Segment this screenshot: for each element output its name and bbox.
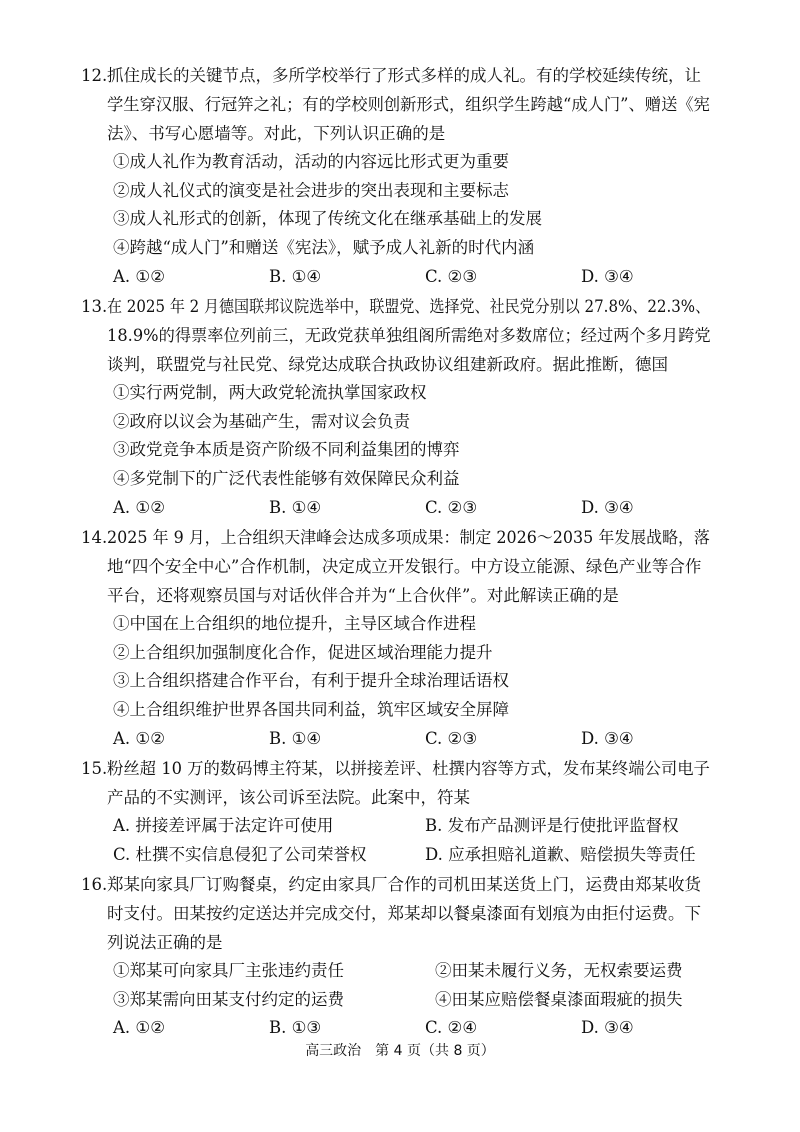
option-b: B. ①④: [269, 729, 322, 748]
option-a: A. ①②: [113, 729, 165, 748]
statement: ④田某应赔偿餐桌漆面瑕疵的损失: [435, 990, 683, 1009]
statement: ②上合组织加强制度化合作，促进区域治理能力提升: [113, 643, 493, 662]
option-c: C. 杜撰不实信息侵犯了公司荣誉权: [113, 845, 367, 864]
statement: ③成人礼形式的创新，体现了传统文化在继承基础上的发展: [113, 209, 542, 228]
statement: ③政党竞争本质是资产阶级不同利益集团的博弈: [113, 440, 460, 459]
option-c: C. ②③: [425, 498, 478, 517]
option-a: A. ①②: [113, 1018, 165, 1037]
question-stem-line: 粉丝超 10 万的数码博主符某，以拼接差评、杜撰内容等方式，发布某终端公司电子: [107, 759, 710, 778]
statement: ①郑某可向家具厂主张违约责任: [113, 961, 344, 980]
option-a: A. 拼接差评属于法定许可使用: [113, 816, 334, 835]
statement: ②田某未履行义务，无权索要运费: [435, 961, 683, 980]
statement: ④多党制下的广泛代表性能够有效保障民众利益: [113, 469, 460, 488]
question-stem-line: 法》、书写心愿墙等。对此，下列认识正确的是: [107, 124, 446, 143]
option-b: B. 发布产品测评是行使批评监督权: [425, 816, 679, 835]
option-c: C. ②③: [425, 267, 478, 286]
option-c: C. ②③: [425, 729, 478, 748]
statement: ②政府以议会为基础产生，需对议会负责: [113, 412, 410, 431]
option-b: B. ①③: [269, 1018, 322, 1037]
question-number: 15.: [81, 759, 108, 778]
statement: ④上合组织维护世界各国共同利益，筑牢区域安全屏障: [113, 700, 509, 719]
question-number: 14.: [81, 528, 108, 547]
option-a: A. ①②: [113, 267, 165, 286]
question-stem-line: 郑某向家具厂订购餐桌，约定由家具厂合作的司机田某送货上门，运费由郑某收货: [107, 875, 701, 894]
question-stem-line: 地“四个安全中心”合作机制，决定成立开发银行。中方设立能源、绿色产业等合作: [107, 557, 702, 576]
question-number: 13.: [81, 297, 108, 316]
statement: ④跨越“成人门”和赠送《宪法》，赋予成人礼新的时代内涵: [113, 238, 535, 257]
question-stem-line: 列说法正确的是: [107, 933, 223, 952]
question-stem-line: 18.9%的得票率位列前三，无政党获单独组阁所需绝对多数席位；经过两个多月跨党: [107, 326, 711, 345]
option-d: D. 应承担赔礼道歉、赔偿损失等责任: [425, 845, 696, 864]
question-stem-line: 抓住成长的关键节点，多所学校举行了形式多样的成人礼。有的学校延续传统，让: [107, 66, 701, 85]
page-footer: 高三政治 第 4 页（共 8 页）: [305, 1043, 495, 1059]
question-number: 16.: [81, 875, 108, 894]
option-d: D. ③④: [581, 729, 634, 748]
question-stem-line: 产品的不实测评，该公司诉至法院。此案中，符某: [107, 788, 470, 807]
option-b: B. ①④: [269, 498, 322, 517]
option-d: D. ③④: [581, 1018, 634, 1037]
statement: ③上合组织搭建合作平台，有利于提升全球治理话语权: [113, 671, 509, 690]
statement: ②成人礼仪式的演变是社会进步的突出表现和主要标志: [113, 181, 509, 200]
option-b: B. ①④: [269, 267, 322, 286]
question-stem-line: 平台，还将观察员国与对话伙伴合并为“上合伙伴”。对此解读正确的是: [107, 586, 619, 605]
option-d: D. ③④: [581, 498, 634, 517]
statement: ①中国在上合组织的地位提升，主导区域合作进程: [113, 614, 476, 633]
question-stem-line: 在 2025 年 2 月德国联邦议院选举中，联盟党、选择党、社民党分别以 27.8%、22.3%、: [107, 297, 711, 316]
option-a: A. ①②: [113, 498, 165, 517]
question-stem-line: 谈判，联盟党与社民党、绿党达成联合执政协议组建新政府。据此推断，德国: [107, 355, 668, 374]
option-c: C. ②④: [425, 1018, 478, 1037]
statement: ①成人礼作为教育活动，活动的内容远比形式更为重要: [113, 152, 509, 171]
statement: ①实行两党制，两大政党轮流执掌国家政权: [113, 383, 427, 402]
question-stem-line: 2025 年 9 月，上合组织天津峰会达成多项成果：制定 2026～2035 年发展战略，落: [107, 528, 710, 547]
question-stem-line: 学生穿汉服、行冠笄之礼；有的学校则创新形式，组织学生跨越“成人门”、赠送《宪: [107, 95, 710, 114]
question-number: 12.: [81, 66, 108, 85]
question-stem-line: 时支付。田某按约定送达并完成交付，郑某却以餐桌漆面有划痕为由拒付运费。下: [107, 904, 701, 923]
statement: ③郑某需向田某支付约定的运费: [113, 990, 344, 1009]
option-d: D. ③④: [581, 267, 634, 286]
